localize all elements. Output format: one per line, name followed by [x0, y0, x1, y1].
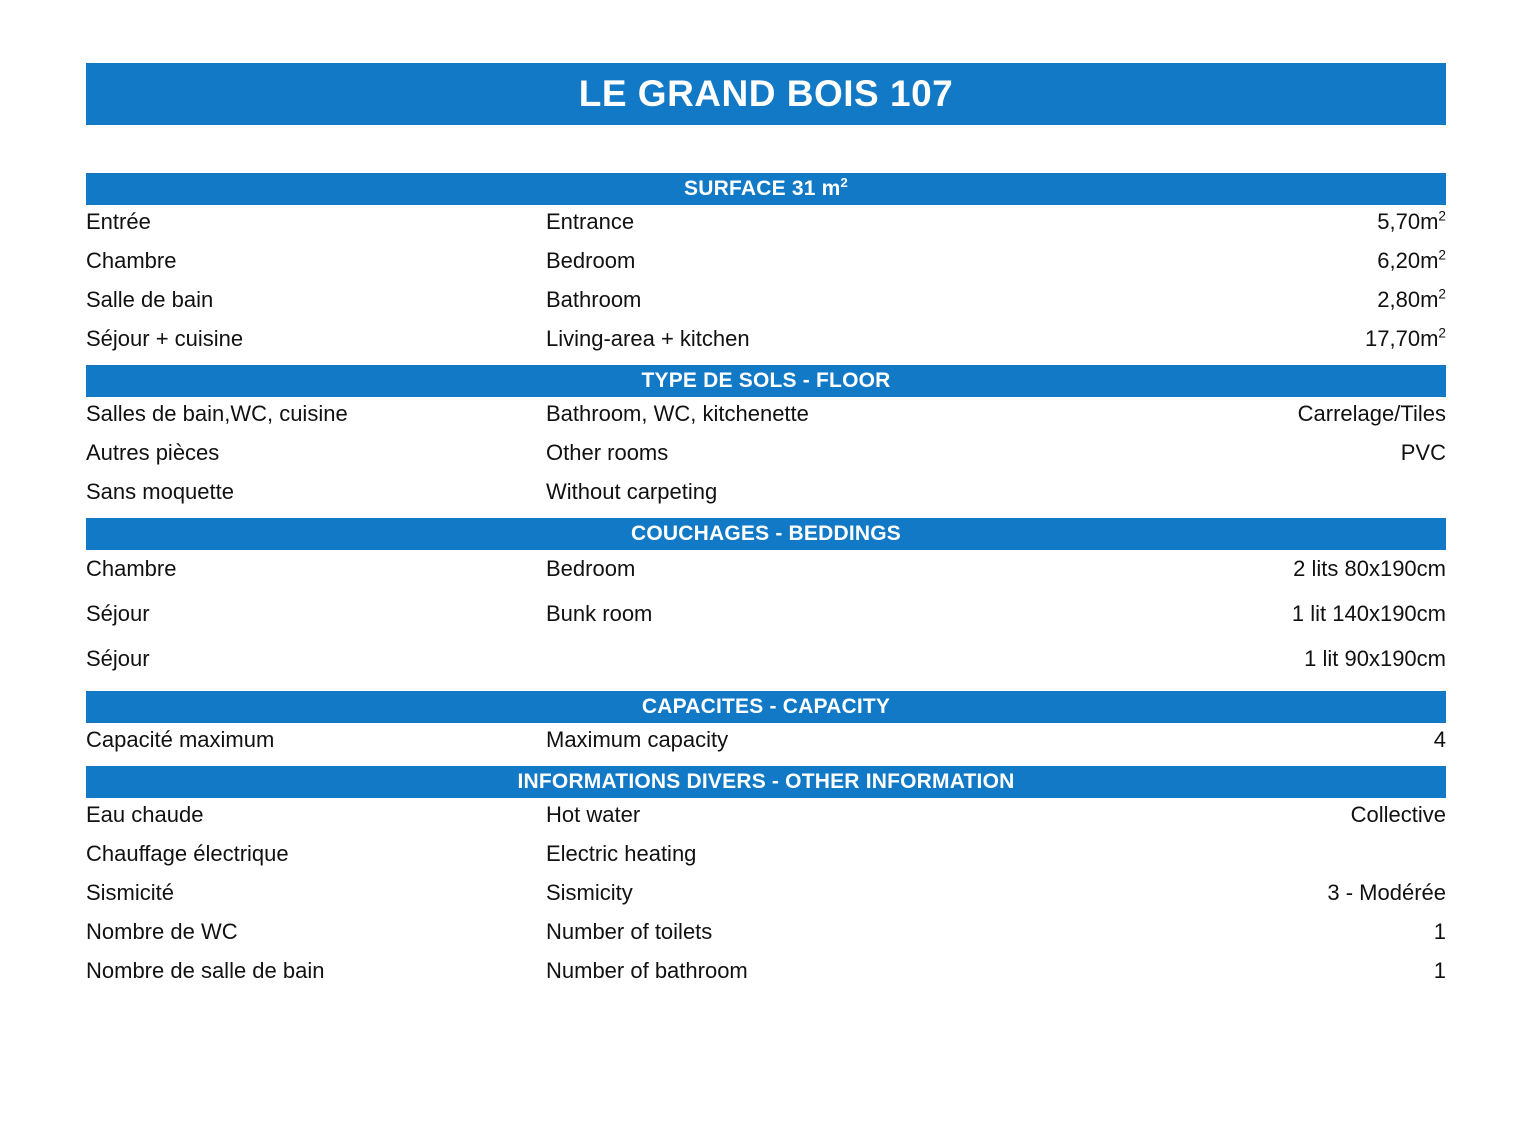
section-header-surface-label: SURFACE 31 $m^2$ — [684, 175, 848, 200]
row-value: $6,20m^2$ — [1377, 247, 1446, 273]
superscript-two: 2 — [1438, 325, 1446, 341]
row-label-en: Entrance — [546, 209, 635, 234]
row-label-fr: Chauffage électrique — [86, 841, 289, 866]
row-label-fr: Chambre — [86, 556, 177, 581]
row-label-fr: Séjour — [86, 601, 150, 626]
section-rows-capacity — [86, 723, 1446, 766]
table-row — [86, 248, 1446, 287]
row-label-fr: Salle de bain — [86, 287, 214, 312]
section-header-floor — [86, 365, 1446, 397]
row-label-en: Living-area + kitchen — [546, 326, 750, 351]
fact-sheet — [0, 63, 1532, 1143]
row-value: $2,80m^2$ — [1377, 286, 1446, 312]
table-row — [86, 550, 1446, 601]
table-row — [86, 205, 1446, 248]
row-label-en: Bedroom — [546, 248, 636, 273]
row-label-fr: Chambre — [86, 248, 177, 273]
row-label-en: Bunk room — [546, 601, 653, 626]
row-value: 1 — [1433, 919, 1446, 944]
section-header-other-information — [86, 766, 1446, 798]
section-rows-floor — [86, 397, 1446, 518]
section-rows-other-information — [86, 798, 1446, 997]
table-row — [86, 723, 1446, 766]
row-label-en: Bedroom — [546, 556, 636, 581]
section-header-floor-label: TYPE DE SOLS - FLOOR — [641, 369, 891, 392]
row-value: 4 — [1433, 727, 1446, 752]
row-label-en: Sismicity — [546, 880, 633, 905]
section-header-beddings — [86, 518, 1446, 550]
table-row — [86, 287, 1446, 326]
page-title-bar — [86, 63, 1446, 125]
row-label-fr: Salles de bain,WC, cuisine — [86, 401, 348, 426]
row-value: 3 - Modérée — [1327, 880, 1446, 905]
row-label-fr: Eau chaude — [86, 802, 204, 827]
table-row — [86, 479, 1446, 518]
row-value: PVC — [1400, 440, 1446, 465]
row-value: 1 lit 90x190cm — [1304, 646, 1446, 671]
row-label-fr: Nombre de WC — [86, 919, 238, 944]
row-label-en: Number of toilets — [546, 919, 713, 944]
superscript-two: 2 — [1438, 286, 1446, 302]
section-header-other-information-label: INFORMATIONS DIVERS - OTHER INFORMATION — [517, 770, 1015, 793]
row-value: 2 lits 80x190cm — [1293, 556, 1446, 581]
table-row — [86, 919, 1446, 958]
row-label-fr: Capacité maximum — [86, 727, 275, 752]
table-row — [86, 841, 1446, 880]
page-title: LE GRAND BOIS 107 — [578, 73, 954, 114]
row-label-fr: Autres pièces — [86, 440, 220, 465]
section-header-capacity — [86, 691, 1446, 723]
row-label-en: Electric heating — [546, 841, 697, 866]
table-row — [86, 646, 1446, 691]
superscript-two: 2 — [1438, 247, 1446, 263]
row-value: $17,70m^2$ — [1365, 325, 1446, 351]
section-rows-surface — [86, 205, 1446, 365]
row-label-fr: Nombre de salle de bain — [86, 958, 325, 983]
table-row — [86, 601, 1446, 646]
superscript-two: 2 — [1438, 208, 1446, 224]
row-label-en: Maximum capacity — [546, 727, 729, 752]
row-label-en: Bathroom — [546, 287, 642, 312]
table-row — [86, 326, 1446, 365]
row-label-en: Without carpeting — [546, 479, 718, 504]
row-label-fr: Sismicité — [86, 880, 175, 905]
section-header-capacity-label: CAPACITES - CAPACITY — [641, 695, 891, 718]
table-row — [86, 397, 1446, 440]
superscript-two: 2 — [840, 175, 848, 190]
table-row — [86, 958, 1446, 997]
row-label-en: Hot water — [546, 802, 641, 827]
row-value: 1 lit 140x190cm — [1291, 601, 1446, 626]
row-label-en: Bathroom, WC, kitchenette — [546, 401, 809, 426]
table-row — [86, 880, 1446, 919]
section-header-beddings-label: COUCHAGES - BEDDINGS — [630, 522, 902, 545]
row-label-fr: Entrée — [86, 209, 151, 234]
row-label-en: Other rooms — [546, 440, 669, 465]
row-value: $5,70m^2$ — [1377, 208, 1446, 234]
row-label-fr: Séjour — [86, 646, 150, 671]
row-label-fr: Sans moquette — [86, 479, 234, 504]
table-row — [86, 440, 1446, 479]
row-value: Collective — [1350, 802, 1446, 827]
row-value: Carrelage/Tiles — [1297, 401, 1446, 426]
table-row — [86, 798, 1446, 841]
row-label-fr: Séjour + cuisine — [86, 326, 244, 351]
section-header-surface — [86, 173, 1446, 205]
section-rows-beddings — [86, 550, 1446, 691]
row-value: 1 — [1433, 958, 1446, 983]
row-label-en: Number of bathroom — [546, 958, 748, 983]
